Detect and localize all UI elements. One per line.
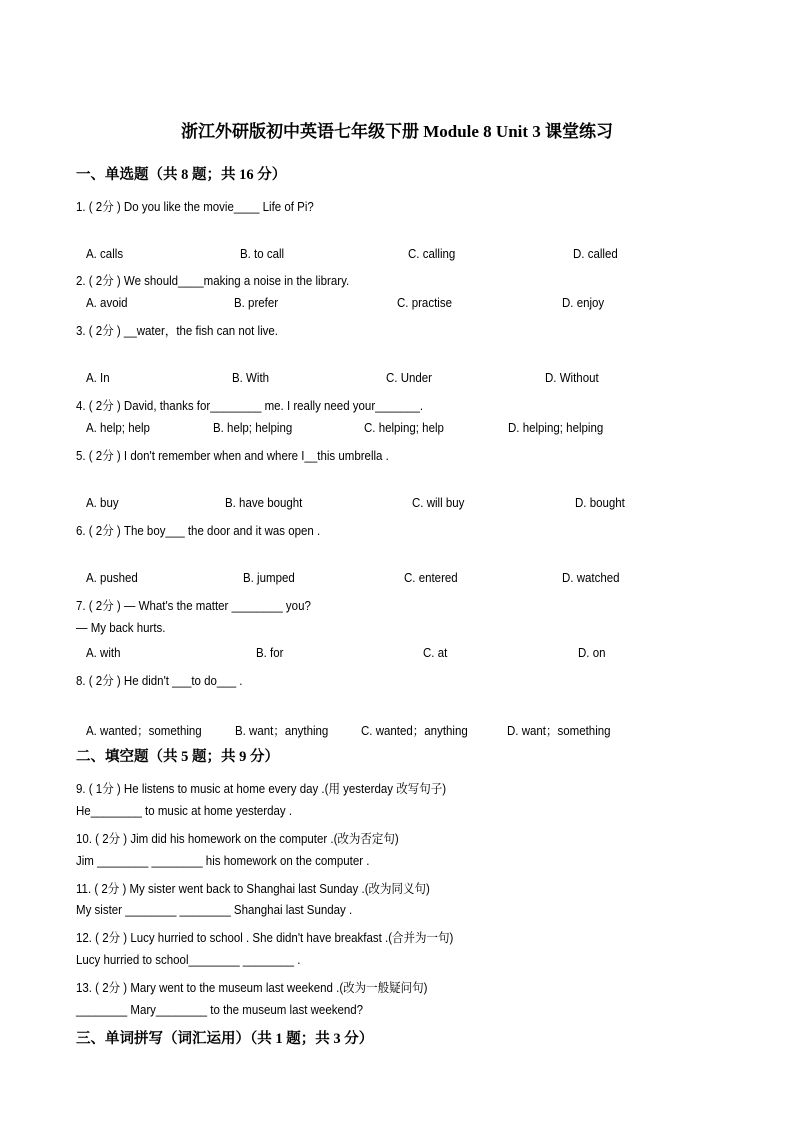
question-4-option-a[interactable]: A. help; help (86, 421, 150, 435)
question-8-option-d[interactable]: D. want；something (507, 724, 611, 738)
question-12-answer-line: Lucy hurried to school________ ________ . (76, 953, 301, 967)
question-5-option-a[interactable]: A. buy (86, 496, 119, 510)
question-1-option-a[interactable]: A. calls (86, 247, 124, 261)
question-2-stem: 2. ( 2分 ) We should____making a noise in the library. (76, 274, 350, 288)
question-3-option-a[interactable]: A. In (86, 371, 110, 385)
question-6-option-b[interactable]: B. jumped (243, 571, 295, 585)
question-8-option-b[interactable]: B. want；anything (235, 724, 329, 738)
question-7-option-a[interactable]: A. with (86, 646, 121, 660)
question-3-option-b[interactable]: B. With (232, 371, 270, 385)
question-2-option-d[interactable]: D. enjoy (562, 296, 605, 310)
question-1-option-d[interactable]: D. called (573, 247, 618, 261)
question-4-option-c[interactable]: C. helping; help (364, 421, 444, 435)
question-4-option-b[interactable]: B. help; helping (213, 421, 293, 435)
question-6-stem: 6. ( 2分 ) The boy___ the door and it was open . (76, 524, 321, 538)
section-heading-word-spelling: 三、单词拼写（词汇运用）（共 1 题；共 3 分） (76, 1031, 374, 1047)
question-5-stem: 5. ( 2分 ) I don't remember when and where I__this umbrella . (76, 449, 389, 463)
question-1-option-b[interactable]: B. to call (240, 247, 285, 261)
question-6-option-d[interactable]: D. watched (562, 571, 620, 585)
question-8-option-c[interactable]: C. wanted；anything (361, 724, 468, 738)
question-13-stem: 13. ( 2分 ) Mary went to the museum last weekend .(改为一般疑问句) (76, 981, 428, 995)
question-7-option-d[interactable]: D. on (578, 646, 606, 660)
question-7-stem-reply: — My back hurts. (76, 621, 166, 635)
question-2-option-c[interactable]: C. practise (397, 296, 452, 310)
question-8-option-a[interactable]: A. wanted；something (86, 724, 202, 738)
question-7-option-b[interactable]: B. for (256, 646, 284, 660)
question-12-stem: 12. ( 2分 ) Lucy hurried to school . She didn't have breakfast .(合并为一句) (76, 931, 454, 945)
question-3-stem: 3. ( 2分 ) __water，the fish can not live. (76, 324, 278, 338)
question-10-stem: 10. ( 2分 ) Jim did his homework on the computer .(改为否定句) (76, 832, 399, 846)
question-3-option-d[interactable]: D. Without (545, 371, 599, 385)
question-10-answer-line: Jim ________ ________ his homework on the computer . (76, 854, 370, 868)
question-2-option-a[interactable]: A. avoid (86, 296, 128, 310)
question-3-option-c[interactable]: C. Under (386, 371, 433, 385)
question-4-stem: 4. ( 2分 ) David, thanks for________ me. I really need your_______. (76, 399, 424, 413)
section-heading-multiple-choice: 一、单选题（共 8 题；共 16 分） (76, 167, 287, 183)
question-2-option-b[interactable]: B. prefer (234, 296, 279, 310)
question-5-option-c[interactable]: C. will buy (412, 496, 465, 510)
question-1-stem: 1. ( 2分 ) Do you like the movie____ Life of Pi? (76, 200, 314, 214)
question-9-answer-line: He________ to music at home yesterday . (76, 804, 293, 818)
question-7-option-c[interactable]: C. at (423, 646, 448, 660)
question-1-option-c[interactable]: C. calling (408, 247, 456, 261)
question-5-option-d[interactable]: D. bought (575, 496, 625, 510)
question-13-answer-line: ________ Mary________ to the museum last weekend? (76, 1003, 364, 1017)
page-title: 浙江外研版初中英语七年级下册 Module 8 Unit 3 课堂练习 (180, 122, 614, 141)
question-11-answer-line: My sister ________ ________ Shanghai last Sunday . (76, 903, 353, 917)
question-9-stem: 9. ( 1分 ) He listens to music at home every day .(用 yesterday 改写句子) (76, 782, 447, 796)
question-4-option-d[interactable]: D. helping; helping (508, 421, 604, 435)
question-11-stem: 11. ( 2分 ) My sister went back to Shanghai last Sunday .(改为同义句) (76, 882, 430, 896)
question-7-stem: 7. ( 2分 ) — What's the matter ________ you? (76, 599, 311, 613)
section-heading-fill-in-blank: 二、填空题（共 5 题；共 9 分） (76, 749, 279, 765)
question-6-option-c[interactable]: C. entered (404, 571, 458, 585)
question-8-stem: 8. ( 2分 ) He didn't ___to do___ . (76, 674, 243, 688)
question-5-option-b[interactable]: B. have bought (225, 496, 303, 510)
question-6-option-a[interactable]: A. pushed (86, 571, 138, 585)
